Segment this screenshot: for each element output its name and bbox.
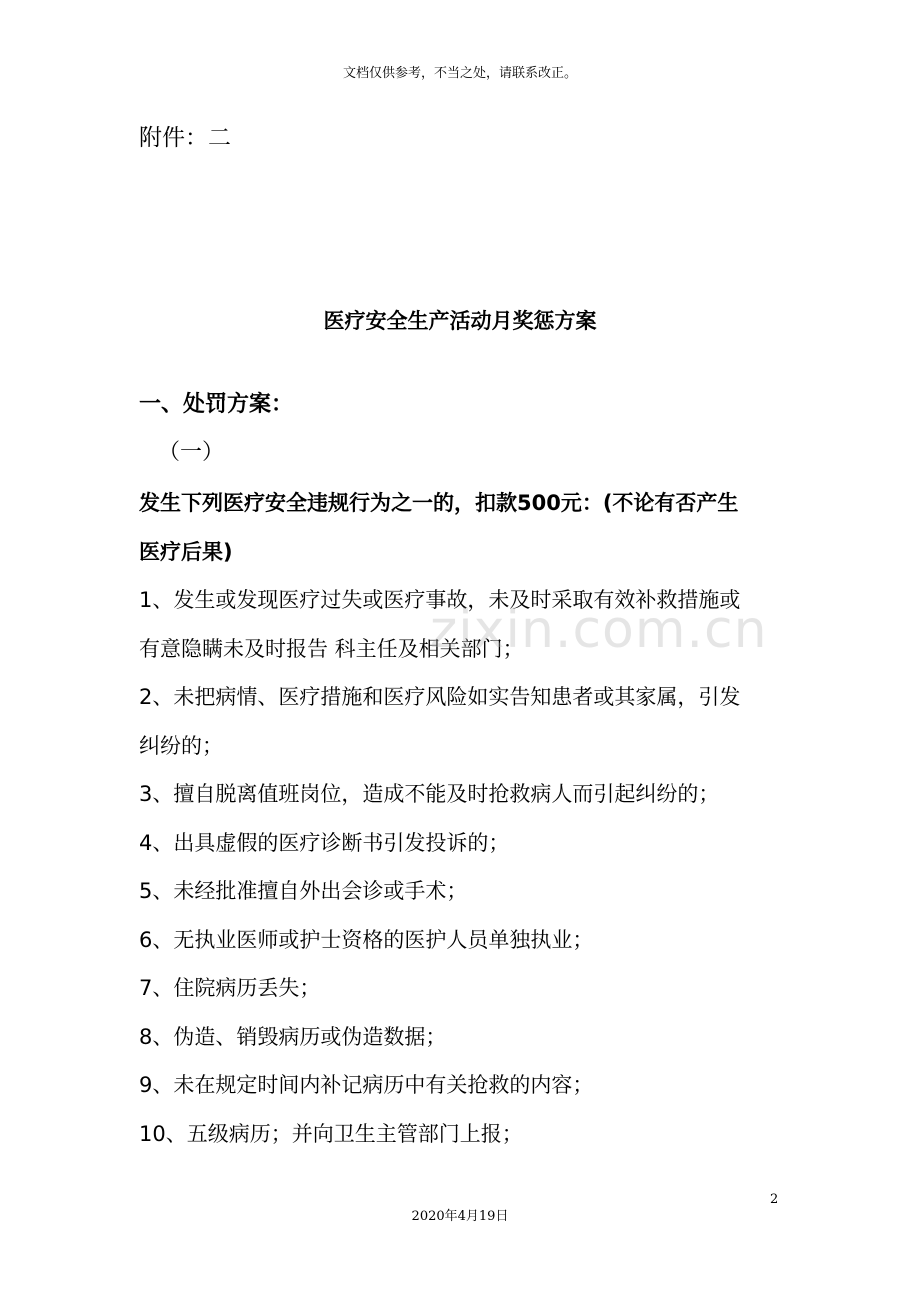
footer-date: 2020年4月19日	[411, 1209, 509, 1224]
list-item-line: 1、发生或发现医疗过失或医疗事故，未及时采取有效补救措施或	[139, 588, 741, 612]
list-item-line: 5、未经批准擅自外出会诊或手术；	[139, 879, 468, 903]
document-title: 医疗安全生产活动月奖惩方案	[323, 309, 597, 333]
list-item-line: 7、住院病历丢失；	[139, 976, 321, 1000]
intro-line: 发生下列医疗安全违规行为之一的，扣款500元：(不论有否产生	[139, 491, 739, 515]
list-item-line: 2、未把病情、医疗措施和医疗风险如实告知患者或其家属，引发	[139, 685, 741, 709]
section-heading: 一、处罚方案：	[139, 392, 294, 417]
list-item-line: 8、伪造、销毁病历或伪造数据；	[139, 1024, 447, 1049]
list-item-line: 6、无执业医师或护士资格的医护人员单独执业；	[139, 927, 594, 952]
list-item-line: 纠纷的；	[139, 733, 223, 758]
list-item-line: 10、五级病历；并向卫生主管部门上报；	[139, 1121, 523, 1146]
body-content	[139, 479, 784, 1158]
list-item-line: 3、擅自脱离值班岗位，造成不能及时抢救病人而引起纠纷的；	[139, 782, 720, 806]
intro-line: 医疗后果)	[139, 539, 233, 564]
watermark: zixin.com.cn	[430, 600, 768, 660]
sub-heading: （一）	[158, 440, 225, 465]
header-note: 文档仅供参考，不当之处，请联系改正。	[342, 66, 577, 81]
list-item-line: 4、出具虚假的医疗诊断书引发投诉的；	[139, 830, 510, 855]
page-number: 2	[770, 1192, 779, 1207]
list-item-line: 9、未在规定时间内补记病历中有关抢救的内容；	[139, 1073, 594, 1097]
list-item-line: 有意隐瞒未及时报告 科主任及相关部门；	[139, 636, 524, 661]
attachment-label: 附件：二	[139, 125, 231, 151]
